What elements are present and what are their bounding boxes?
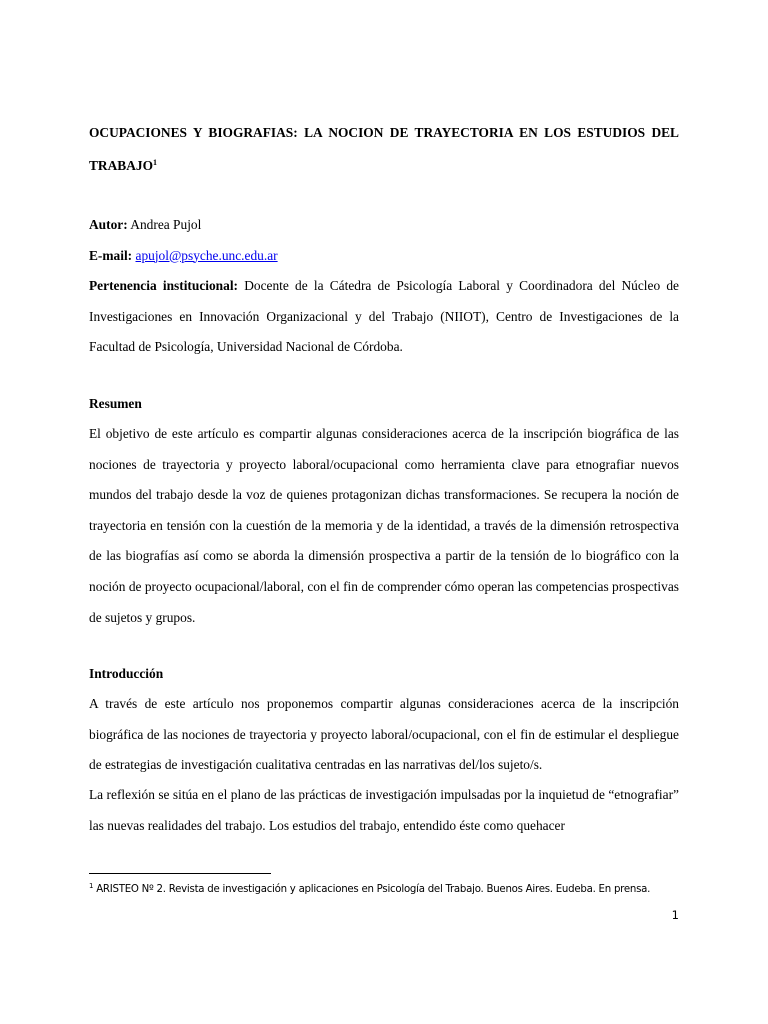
email-label: E-mail: — [89, 247, 133, 263]
footnote — [89, 879, 689, 897]
introduction-paragraph-2: La reflexión se sitúa en el plano de las prácticas de investigación impulsadas por la inquietud de “etnografiar” las nuevas realidades del trabajo. Los estudios del trabajo, entendido éste como quehacer — [89, 787, 679, 833]
author-name: Andrea Pujol — [130, 217, 202, 232]
title-footnote-reference[interactable]: 1 — [153, 158, 157, 167]
footnote-mark: 1 — [89, 882, 94, 890]
author-line — [89, 210, 679, 241]
abstract-paragraph: El objetivo de este artículo es compartir algunas consideraciones acerca de la inscripción biográfica de las nociones de trayectoria y proyecto laboral/ocupacional como herramienta clave para etnografiar nuevos mundos del trabajo desde la voz de quienes protagonizan dichas transformaciones. Se recupera la noción de trayectoria en tensión con la cuestión de la memoria y de la identidad, a través de la dimensión retrospectiva de las biografías así como se aborda la dimensión prospectiva a partir de la tensión de lo biográfico con la noción de proyecto ocupacional/laboral, con el fin de comprender cómo operan las competencias prospectivas de sujetos y grupos. — [89, 426, 679, 625]
author-block — [89, 210, 679, 363]
footnote-separator — [89, 873, 271, 874]
email-link[interactable]: apujol@psyche.unc.edu.ar — [135, 247, 278, 263]
abstract-heading: Resumen — [89, 396, 142, 411]
title-text: OCUPACIONES Y BIOGRAFIAS: LA NOCION DE TRAYECTORIA EN LOS ESTUDIOS DEL TRABAJO — [89, 125, 679, 173]
author-label: Autor: — [89, 217, 128, 232]
document-title — [89, 118, 679, 181]
affiliation-line — [89, 271, 679, 363]
introduction-paragraph-1: A través de este artículo nos proponemos compartir algunas consideraciones acerca de la inscripción biográfica de las nociones de trayectoria y proyecto laboral/ocupacional, con el fin de estimular el despliegue de estrategias de investigación cualitativa centradas en las narrativas del/los sujeto/s. — [89, 696, 679, 773]
affiliation-text: Docente de la Cátedra de Psicología Laboral y Coordinadora del Núcleo de Investigaciones en Innovación Organizacional y del Trabajo (NIIOT), Centro de Investigaciones de la Facultad de Psicología, Universidad Nacional de Córdoba. — [89, 278, 679, 354]
footnote-text: ARISTEO Nº 2. Revista de investigación y aplicaciones en Psicología del Trabajo. Buenos Aires. Eudeba. En prensa. — [93, 884, 651, 895]
page-number: 1 — [671, 908, 679, 922]
affiliation-label: Pertenencia institucional: — [89, 278, 239, 293]
introduction-heading: Introducción — [89, 666, 164, 681]
email-line — [89, 241, 679, 272]
